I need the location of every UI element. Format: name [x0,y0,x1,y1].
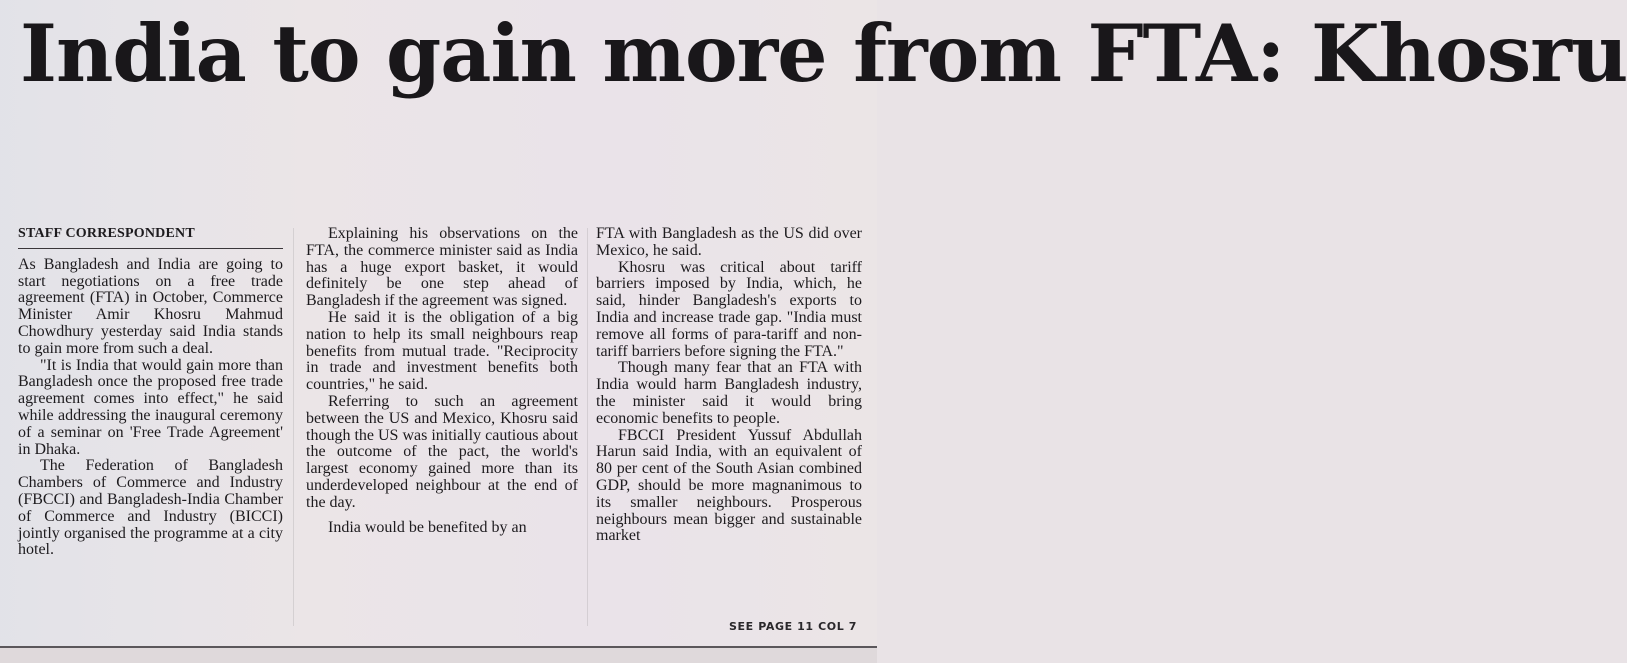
continued-on-page-label: SEE PAGE 11 COL 7 [729,620,857,633]
paragraph: FTA with Bangladesh as the US did over Mexico, he said. [596,225,862,259]
paragraph: "It is India that would gain more than Bangladesh once the proposed free trade agreement comes into effect," he said while addressing the inaugural ceremony of a seminar on 'Free Trade Agreement' in Dhaka. [18,356,283,458]
article-column-1 [18,226,283,559]
column-divider [587,228,588,626]
paragraph: Though many fear that an FTA with India would harm Bangladesh industry, the minister said it would bring economic benefits to people. [596,359,862,427]
paragraph: Explaining his observations on the FTA, the commerce minister said as India has a huge export basket, it would definitely be one step ahead of Bangladesh if the agreement was signed. [306,225,578,310]
byline: STAFF CORRESPONDENT [18,226,283,249]
article-column-2 [306,226,578,536]
paragraph: Referring to such an agreement between the US and Mexico, Khosru said though the US was initially cautious about the outcome of the pact, the world's largest economy gained more than its underdeveloped neighbour at the end of the day. [306,392,578,511]
paragraph: The Federation of Bangladesh Chambers of Commerce and Industry (FBCCI) and Bangladesh-India Chamber of Commerce and Industry (BICCI) jointly organised the programme at a city hotel. [18,457,283,559]
paragraph: FBCCI President Yussuf Abdullah Harun said India, with an equivalent of 80 per cent of the South Asian combined GDP, should be more magnanimous to its smaller neighbours. Prosperous neighbours mean bigger and sustainable market [596,426,862,545]
paragraph: He said it is the obligation of a big nation to help its small neighbours reap benefits from mutual trade. "Reciprocity in trade and investment benefits both countries," he said. [306,308,578,394]
paragraph: Khosru was critical about tariff barriers imposed by India, which, he said, hinder Bangladesh's exports to India and increase trade gap. "India must remove all forms of para-tariff and non-tariff barriers before signing the FTA." [596,258,862,360]
column-divider [293,228,294,626]
bottom-strip [0,648,877,663]
paragraph: India would be benefited by an [328,518,527,536]
paragraph: As Bangladesh and India are going to start negotiations on a free trade agreement (FTA) in October, Commerce Minister Amir Khosru Mahmud Chowdhury yesterday said India stands to gain more from such a deal. [18,255,283,357]
headline: India to gain more from FTA: Khosru [20,7,1627,100]
article-column-3 [596,226,862,545]
